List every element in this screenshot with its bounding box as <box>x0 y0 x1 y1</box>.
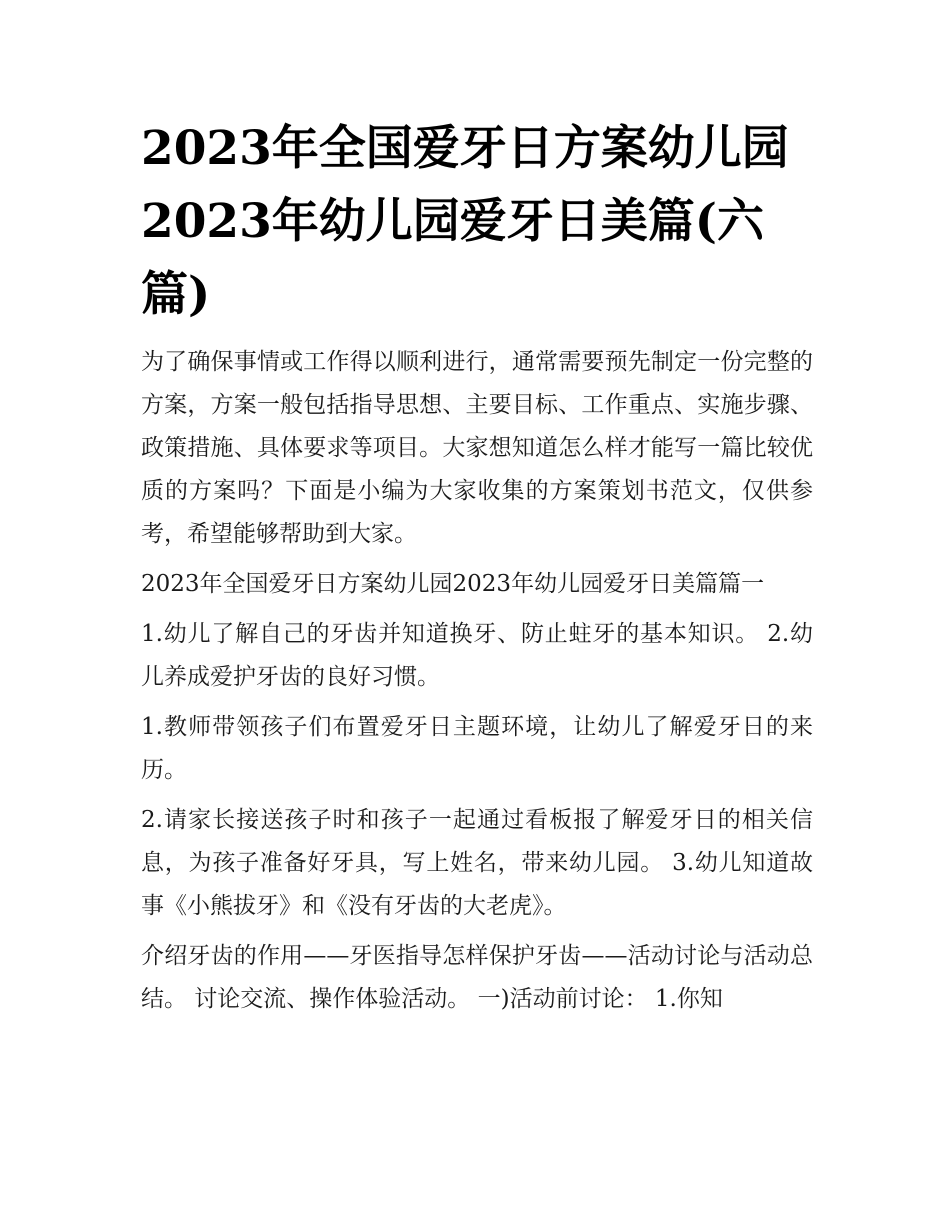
prep-paragraph-1: 1.教师带领孩子们布置爱牙日主题环境，让幼儿了解爱牙日的来历。 <box>141 714 813 783</box>
document-title: 2023年全国爱牙日方案幼儿园2023年幼儿园爱牙日美篇(六篇) <box>141 121 789 322</box>
document-page <box>141 112 813 1021</box>
section-heading: 2023年全国爱牙日方案幼儿园2023年幼儿园爱牙日美篇篇一 <box>141 571 765 597</box>
document-body <box>141 341 813 1021</box>
intro-paragraph: 为了确保事情或工作得以顺利进行，通常需要预先制定一份完整的方案，方案一般包括指导思想、主要目标、工作重点、实施步骤、政策措施、具体要求等项目。大家想知道怎么样才能写一篇比较优质的方案吗？下面是小编为大家收集的方案策划书范文，仅供参考，希望能够帮助到大家。 <box>141 349 813 547</box>
process-paragraph: 介绍牙齿的作用——牙医指导怎样保护牙齿——活动讨论与活动总结。 讨论交流、操作体验活动。 一)活动前讨论： 1.你知 <box>141 943 813 1012</box>
prep-paragraph-2: 2.请家长接送孩子时和孩子一起通过看板报了解爱牙日的相关信息，为孩子准备好牙具，写上姓名，带来幼儿园。 3.幼儿知道故事《小熊拔牙》和《没有牙齿的大老虎》。 <box>141 807 813 919</box>
goal-paragraph: 1.幼儿了解自己的牙齿并知道换牙、防止蛀牙的基本知识。 2.幼儿养成爱护牙齿的良好习惯。 <box>141 621 813 690</box>
